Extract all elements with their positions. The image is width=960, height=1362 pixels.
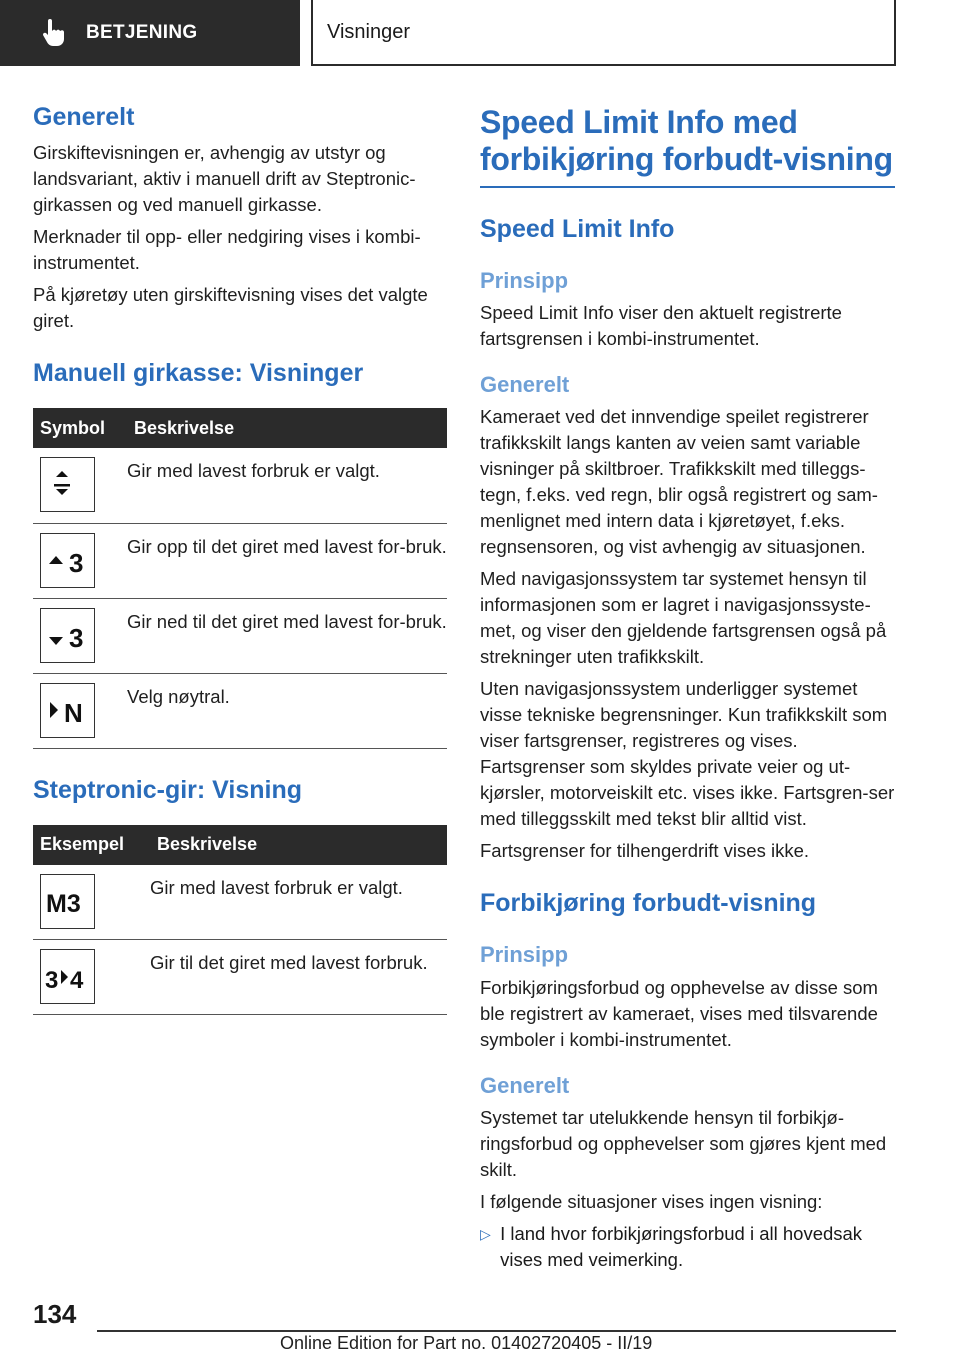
forbikjoring-heading: Forbikjøring forbudt-visning <box>480 889 817 918</box>
table-row <box>33 673 447 748</box>
generelt-subheading: Generelt <box>480 371 570 397</box>
table-row <box>33 448 447 523</box>
title-rule <box>480 186 895 188</box>
sli-heading: Speed Limit Info <box>480 214 675 243</box>
neutral-n-icon <box>40 683 95 738</box>
prinsipp-heading: Prinsipp <box>480 942 569 968</box>
steptronic-table <box>33 825 447 1016</box>
table-cell: Gir opp til det giret med lavest for-bruk. <box>127 523 447 598</box>
table-row <box>33 865 447 940</box>
svg-text:N: N <box>63 698 83 728</box>
shift-up-3-icon <box>40 533 95 588</box>
generelt-paragraph: Uten navigasjonssystem underligger systemet visse tekniske begrensninger. Kun trafikkskilt som viser fartsgrenser, registreres og vises. Fartsgrenser som skyldes private veier og ut-kjørsler, motorveiskilt etc. vises ikke. Fartsgren-ser med tilleggsskilt med tekst blir alltid vist. <box>480 678 895 830</box>
generelt-subheading: Generelt <box>480 1072 570 1098</box>
main-title: Speed Limit Info med forbikjøring forbudt-visning <box>480 104 893 177</box>
gear-optimal-icon <box>40 457 95 512</box>
table-header-description: Beskrivelse <box>127 408 447 448</box>
shift-down-3-icon <box>40 608 95 663</box>
table-header-symbol: Symbol <box>33 408 127 448</box>
table-cell: Velg nøytral. <box>127 673 447 748</box>
generelt-paragraph: Kameraet ved det innvendige speilet registrerer trafikkskilt langs kanten av veien samt variable visninger på skiltbroer. Trafikkskilt med tilleggs-tegn, f.eks. ved regn, blir også registrert og sam-menlignet med intern data i kjøretøyet, f.eks. regnsensoren, og vist avhengig av situasjonen. <box>480 406 878 558</box>
section-title: BETJENING <box>86 22 198 43</box>
prinsipp-paragraph: Forbikjøringsforbud og opphevelse av disse som ble registrert av kameraet, vises med tilsvarende symboler i kombi-instrumentet. <box>480 976 878 1050</box>
topic-box <box>311 0 896 66</box>
svg-text:4: 4 <box>69 966 83 994</box>
pointing-hand-icon <box>40 19 66 47</box>
table-row <box>33 598 447 673</box>
list-item-text: I land hvor forbikjøringsforbud i all hovedsak vises med veimerking. <box>500 1223 863 1271</box>
section-tab <box>0 0 300 66</box>
left-column <box>33 100 447 1015</box>
table-row <box>33 940 447 1015</box>
generelt-heading: Generelt <box>33 103 135 131</box>
table-cell: Gir med lavest forbruk er valgt. <box>150 865 447 940</box>
topic-title: Visninger <box>327 20 411 43</box>
prinsipp-heading: Prinsipp <box>480 267 569 293</box>
table-header-example: Eksempel <box>33 825 150 865</box>
manuell-table <box>33 408 447 749</box>
generelt-paragraph-2: Merknader til opp- eller nedgiring vises i kombi-instrumentet. <box>33 226 421 273</box>
table-cell: Gir ned til det giret med lavest for-bruk. <box>127 598 447 673</box>
page-number: 134 <box>33 1299 77 1329</box>
prinsipp-paragraph: Speed Limit Info viser den aktuelt registrerte fartsgrensen i kombi-instrumentet. <box>480 301 842 349</box>
svg-text:3: 3 <box>44 966 58 994</box>
svg-text:M3: M3 <box>45 890 81 918</box>
generelt-paragraph: I følgende situasjoner vises ingen visning: <box>480 1191 823 1213</box>
svg-text:3: 3 <box>68 623 83 653</box>
gear-3-to-4-icon <box>40 949 95 1004</box>
table-row <box>33 523 447 598</box>
generelt-paragraph: Fartsgrenser for tilhengerdrift vises ikke. <box>480 840 810 862</box>
generelt-paragraph: Systemet tar utelukkende hensyn til forbikjø-ringsforbud og opphevelser som gjøres kjent med skilt. <box>480 1107 887 1181</box>
table-cell: Gir til det giret med lavest forbruk. <box>150 940 447 1015</box>
bullet-triangle-icon: ▷ <box>480 1226 491 1243</box>
footer-edition: Online Edition for Part no. 01402720405 - II/19 <box>280 1333 653 1353</box>
generelt-paragraph-1: Girskiftevisningen er, avhengig av utstyr og landsvariant, aktiv i manuell drift av Steptronic-girkassen og ved manuell girkasse. <box>33 142 416 215</box>
table-header-description: Beskrivelse <box>150 825 447 865</box>
manuell-heading: Manuell girkasse: Visninger <box>33 359 364 387</box>
generelt-paragraph-3: På kjøretøy uten girskiftevisning vises det valgte giret. <box>33 284 428 331</box>
footer-rule <box>97 1330 896 1332</box>
table-cell: Gir med lavest forbruk er valgt. <box>127 448 447 523</box>
steptronic-heading: Steptronic-gir: Visning <box>33 775 302 804</box>
generelt-paragraph: Med navigasjonssystem tar systemet hensyn til informasjonen som er lagret i navigasjonssyste-met, og viser den gjeldende fartsgrensen også på strekninger uten trafikkskilt. <box>480 568 887 668</box>
list-item <box>480 1221 895 1273</box>
m3-icon <box>40 874 95 929</box>
right-column <box>480 100 895 1273</box>
svg-text:3: 3 <box>68 548 83 578</box>
